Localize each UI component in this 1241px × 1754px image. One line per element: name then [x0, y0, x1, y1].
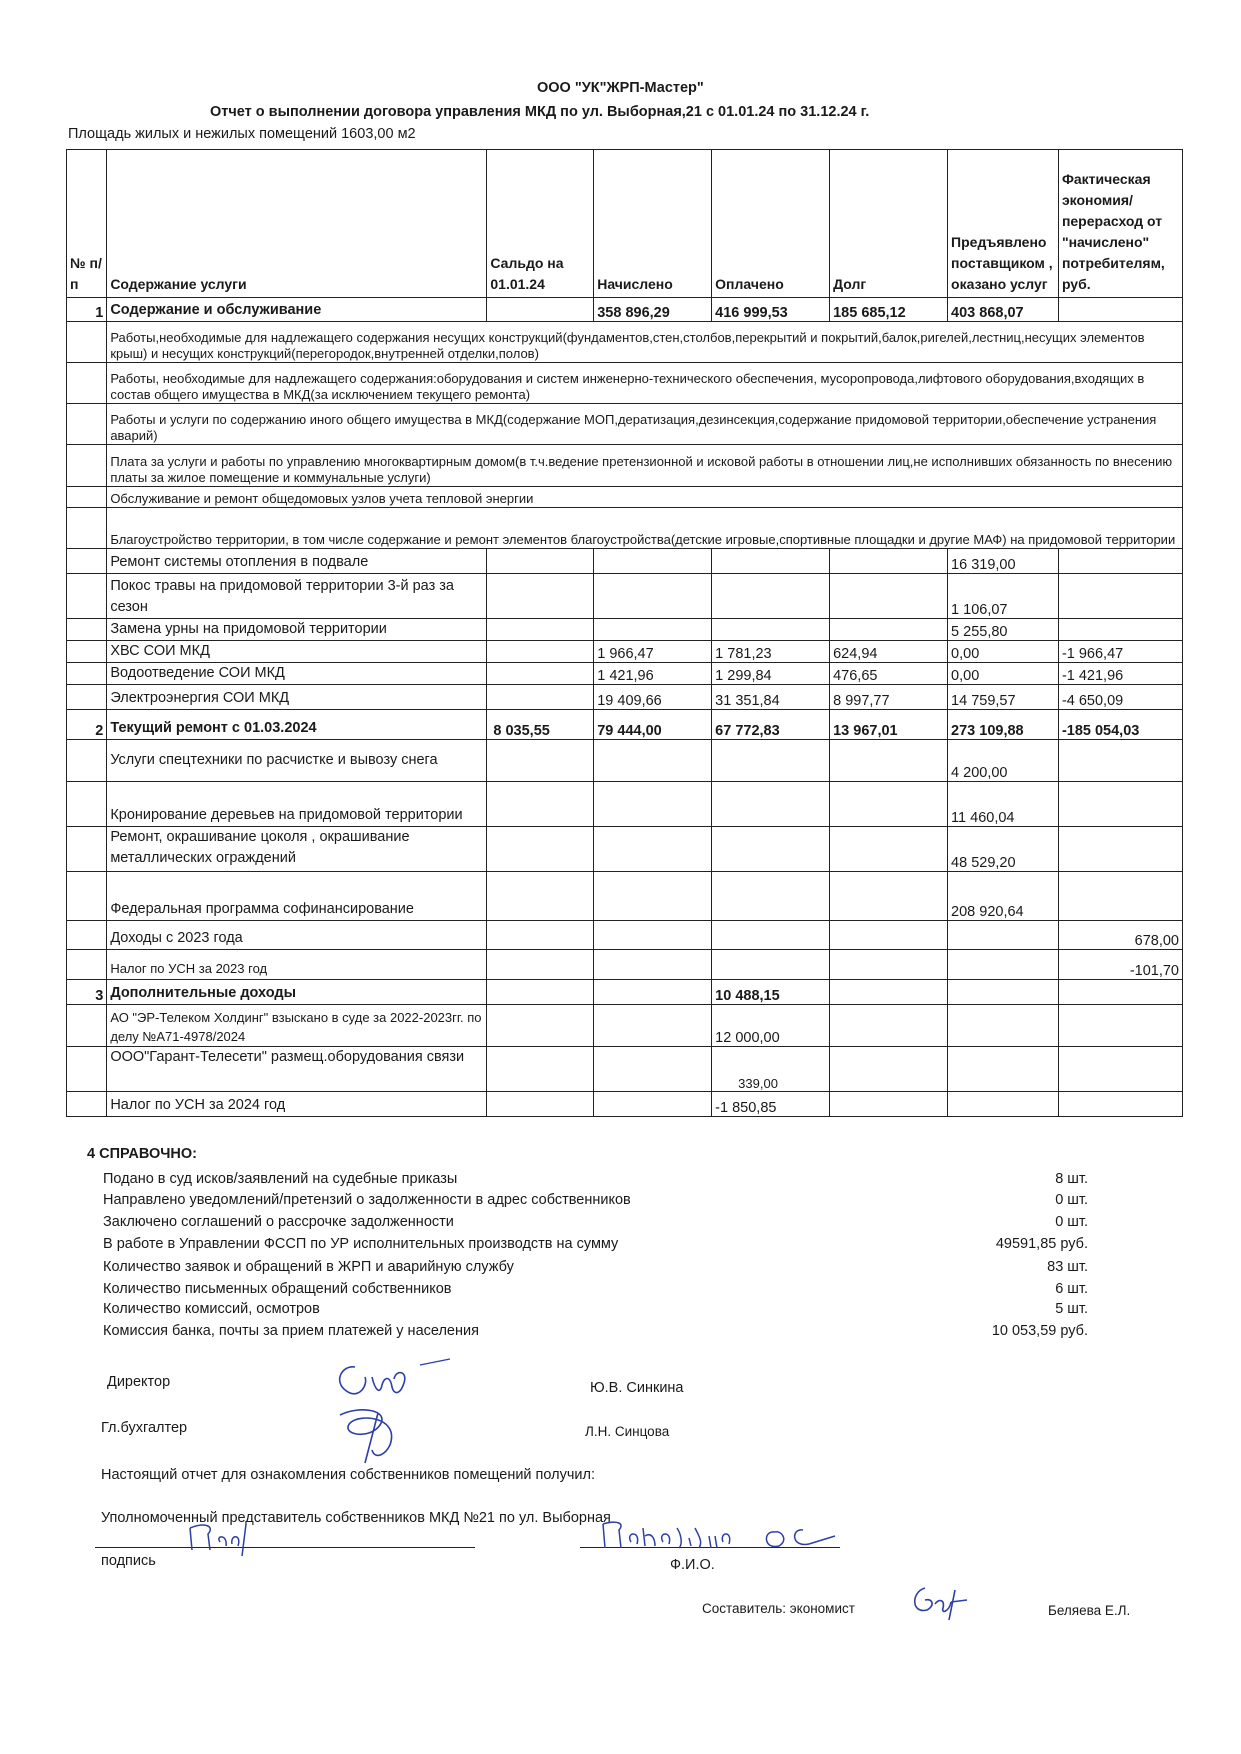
section-3-row: [67, 980, 1183, 1005]
desc-row: [67, 404, 1183, 445]
compiler-name: Беляева Е.Л.: [1048, 1603, 1131, 1618]
reference-value: 0 шт.: [1055, 1192, 1088, 1208]
debt-cell: 476,65: [830, 663, 948, 685]
reference-label: Количество письменных обращений собственников: [103, 1281, 452, 1297]
reference-label: Количество заявок и обращений в ЖРП и аварийную службу: [103, 1259, 514, 1275]
col-economy-header: Фактическая экономия/перерасход от "начислено" потребителям, руб.: [1058, 150, 1182, 298]
table-row: [67, 827, 1183, 872]
row-name: Ремонт, окрашивание цоколя , окрашивание металлических ограждений: [107, 827, 487, 872]
representative-label: Уполномоченный представитель собственников МКД №21 по ул. Выборная: [101, 1510, 611, 1526]
reference-item: [103, 1192, 1088, 1208]
row-no: 2: [67, 710, 107, 740]
section-2-row: [67, 710, 1183, 740]
desc-text: Работы и услуги по содержанию иного общего имущества в МКД(содержание МОП,дератизация,дезинсекция,содержание придомовой территории,обеспечение устранения аварий): [107, 404, 1183, 445]
row-name: Налог по УСН за 2024 год: [107, 1092, 487, 1117]
debt-cell: 185 685,12: [830, 298, 948, 322]
paid-cell: 10 488,15: [712, 980, 830, 1005]
provided-cell: 0,00: [948, 641, 1059, 663]
reference-label: Заключено соглашений о рассрочке задолженности: [103, 1214, 454, 1230]
paid-cell: 12 000,00: [712, 1005, 830, 1047]
representative-fio-handwritten: [595, 1518, 875, 1558]
reference-item: [103, 1323, 1088, 1339]
table-row: [67, 685, 1183, 710]
accountant-name: Л.Н. Синцова: [585, 1424, 670, 1439]
row-name: Водоотведение СОИ МКД: [107, 663, 487, 685]
provided-cell: 403 868,07: [948, 298, 1059, 322]
reference-item: [103, 1171, 1088, 1187]
provided-cell: 4 200,00: [948, 740, 1059, 782]
provided-cell: 208 920,64: [948, 872, 1059, 921]
reference-value: 10 053,59 руб.: [991, 1323, 1088, 1339]
desc-row: [67, 487, 1183, 508]
charged-cell: 1 966,47: [594, 641, 712, 663]
reference-value: 0 шт.: [1055, 1214, 1088, 1230]
paid-cell: 416 999,53: [712, 298, 830, 322]
reference-title: 4 СПРАВОЧНО:: [87, 1146, 198, 1162]
paid-cell: 1 299,84: [712, 663, 830, 685]
org-name: ООО "УК"ЖРП-Мастер": [537, 80, 704, 96]
signature-caption: подпись: [101, 1553, 156, 1569]
reference-item: [103, 1236, 1088, 1252]
accountant-label: Гл.бухгалтер: [101, 1420, 188, 1436]
paid-cell: -1 850,85: [712, 1092, 830, 1117]
provided-cell: 16 319,00: [948, 549, 1059, 574]
col-provided-header: Предъявлено поставщиком , оказано услуг: [948, 150, 1059, 298]
table-row: [67, 641, 1183, 663]
row-name: Содержание и обслуживание: [107, 298, 487, 322]
received-note: Настоящий отчет для ознакомления собственников помещений получил:: [101, 1467, 596, 1483]
reference-label: Направлено уведомлений/претензий о задолженности в адрес собственников: [103, 1192, 631, 1208]
reference-value: 8 шт.: [1055, 1171, 1088, 1187]
provided-cell: 273 109,88: [948, 710, 1059, 740]
desc-text: Благоустройство территории, в том числе содержание и ремонт элементов благоустройства(детские игровые,спортивные площадки и другие МАФ) на придомовой территории: [107, 508, 1183, 549]
provided-cell: 48 529,20: [948, 827, 1059, 872]
row-no: 1: [67, 298, 107, 322]
table-row: [67, 950, 1183, 980]
row-name: Налог по УСН за 2023 год: [107, 950, 487, 980]
representative-signature: [180, 1520, 280, 1560]
report-table: [66, 149, 1183, 1117]
director-signature: [320, 1355, 480, 1465]
economy-cell: 678,00: [1058, 921, 1182, 950]
reference-item: [103, 1301, 1088, 1317]
col-no-header: № п/п: [67, 150, 107, 298]
table-row: [67, 740, 1183, 782]
debt-cell: 8 997,77: [830, 685, 948, 710]
provided-cell: 0,00: [948, 663, 1059, 685]
table-row: [67, 663, 1183, 685]
signature-line: [95, 1547, 475, 1548]
debt-cell: 624,94: [830, 641, 948, 663]
table-row: [67, 782, 1183, 827]
reference-item: [103, 1214, 1088, 1230]
col-paid-header: Оплачено: [712, 150, 830, 298]
desc-text: Работы,необходимые для надлежащего содержания несущих конструкций(фундаментов,стен,столбов,перекрытий и покрытий,балок,ригелей,лестниц,несущих элементов крыш) и несущих конструкций(перегородок,внутренней отделки,полов): [107, 322, 1183, 363]
fio-caption: Ф.И.О.: [670, 1557, 715, 1573]
table-row: [67, 1047, 1183, 1092]
reference-label: Комиссия банка, почты за прием платежей у населения: [103, 1323, 479, 1339]
director-label: Директор: [107, 1374, 171, 1390]
desc-text: Работы, необходимые для надлежащего содержания:оборудования и систем инженерно-технического обеспечения, мусоропровода,лифтового оборудования,входящих в состав общего имущества в МКД(за исключением текущего ремонта): [107, 363, 1183, 404]
provided-cell: 5 255,80: [948, 619, 1059, 641]
table-row: [67, 1092, 1183, 1117]
row-name: Услуги спецтехники по расчистке и вывозу снега: [107, 740, 487, 782]
row-name: ХВС СОИ МКД: [107, 641, 487, 663]
table-row: [67, 872, 1183, 921]
row-name: Ремонт системы отопления в подвале: [107, 549, 487, 574]
paid-cell: 67 772,83: [712, 710, 830, 740]
paid-cell: 339,00: [712, 1047, 830, 1092]
reference-value: 83 шт.: [1047, 1259, 1088, 1275]
reference-value: 49591,85 руб.: [995, 1236, 1088, 1252]
row-name: Федеральная программа софинансирование: [107, 872, 487, 921]
compiler-signature: [905, 1580, 975, 1630]
area-info: Площадь жилых и нежилых помещений 1603,00 м2: [68, 126, 416, 142]
charged-cell: 19 409,66: [594, 685, 712, 710]
report-title: Отчет о выполнении договора управления МКД по ул. Выборная,21 с 01.01.24 по 31.12.24 г.: [210, 104, 870, 120]
economy-cell: -185 054,03: [1058, 710, 1182, 740]
charged-cell: 1 421,96: [594, 663, 712, 685]
debt-cell: 13 967,01: [830, 710, 948, 740]
row-name: Замена урны на придомовой территории: [107, 619, 487, 641]
row-name: Покос травы на придомовой территории 3-й раз за сезон: [107, 574, 487, 619]
desc-row: [67, 445, 1183, 487]
economy-cell: -1 966,47: [1058, 641, 1182, 663]
row-name: Электроэнергия СОИ МКД: [107, 685, 487, 710]
row-name: Текущий ремонт с 01.03.2024: [107, 710, 487, 740]
reference-item: [103, 1281, 1088, 1297]
paid-cell: 31 351,84: [712, 685, 830, 710]
reference-label: Количество комиссий, осмотров: [103, 1301, 320, 1317]
saldo-cell: 8 035,55: [487, 710, 594, 740]
desc-row: [67, 322, 1183, 363]
table-row: [67, 574, 1183, 619]
reference-value: 5 шт.: [1055, 1301, 1088, 1317]
economy-cell: -4 650,09: [1058, 685, 1182, 710]
col-saldo-header: Сальдо на 01.01.24: [487, 150, 594, 298]
col-debt-header: Долг: [830, 150, 948, 298]
economy-cell: -1 421,96: [1058, 663, 1182, 685]
provided-cell: 14 759,57: [948, 685, 1059, 710]
reference-value: 6 шт.: [1055, 1281, 1088, 1297]
col-service-header: Содержание услуги: [107, 150, 487, 298]
row-name: АО "ЭР-Телеком Холдинг" взыскано в суде за 2022-2023гг. по делу №А71-4978/2024: [107, 1005, 487, 1047]
director-name: Ю.В. Синкина: [590, 1380, 684, 1396]
row-no: 3: [67, 980, 107, 1005]
row-name: ООО"Гарант-Телесети" размещ.оборудования связи: [107, 1047, 487, 1092]
charged-cell: 79 444,00: [594, 710, 712, 740]
table-row: [67, 921, 1183, 950]
table-row: [67, 1005, 1183, 1047]
desc-row: [67, 508, 1183, 549]
row-name: Доходы с 2023 года: [107, 921, 487, 950]
provided-cell: 11 460,04: [948, 782, 1059, 827]
desc-text: Плата за услуги и работы по управлению многоквартирным домом(в т.ч.ведение претензионной и исковой работы в отношении лиц,не исполнивших обязанность по внесению платы за жилое помещение и коммунальные услуги): [107, 445, 1183, 487]
section-1-row: [67, 298, 1183, 322]
reference-label: Подано в суд исков/заявлений на судебные приказы: [103, 1171, 458, 1187]
table-row: [67, 549, 1183, 574]
col-charged-header: Начислено: [594, 150, 712, 298]
table-header-row: [67, 150, 1183, 298]
row-name: Дополнительные доходы: [107, 980, 487, 1005]
reference-label: В работе в Управлении ФССП по УР исполнительных производств на сумму: [103, 1236, 619, 1252]
economy-cell: -101,70: [1058, 950, 1182, 980]
desc-row: [67, 363, 1183, 404]
reference-item: [103, 1259, 1088, 1275]
compiler-label: Составитель: экономист: [702, 1601, 855, 1616]
charged-cell: 358 896,29: [594, 298, 712, 322]
table-row: [67, 619, 1183, 641]
desc-text: Обслуживание и ремонт общедомовых узлов учета тепловой энергии: [107, 487, 1183, 508]
row-name: Кронирование деревьев на придомовой территории: [107, 782, 487, 827]
provided-cell: 1 106,07: [948, 574, 1059, 619]
paid-cell: 1 781,23: [712, 641, 830, 663]
